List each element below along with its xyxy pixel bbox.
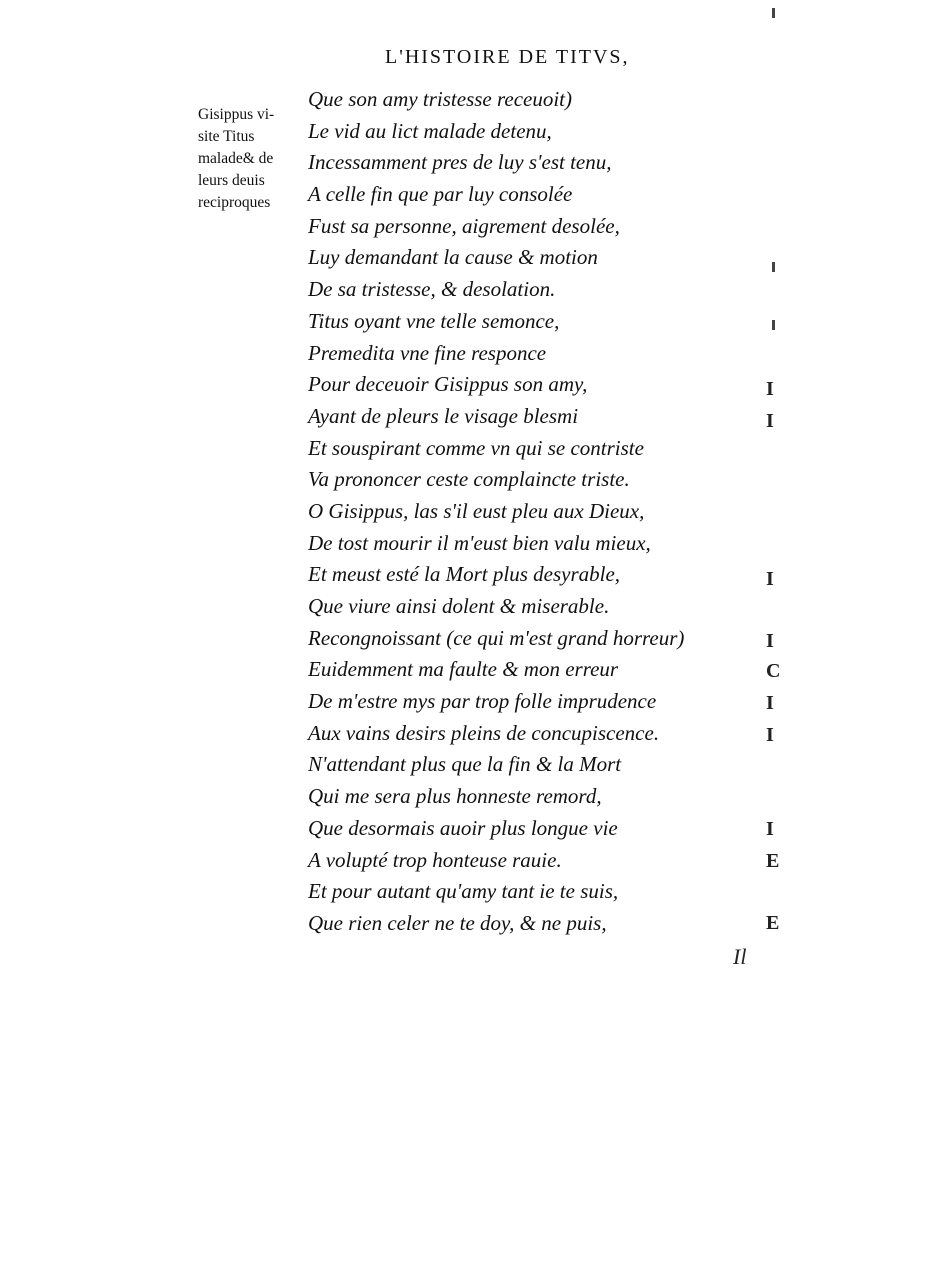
bleed-letter: I <box>766 818 774 840</box>
bleed-letter: I <box>766 724 774 746</box>
verse-line: Que son amy tristesse receuoit) <box>308 87 572 111</box>
bleed-letter: I <box>766 568 774 590</box>
verse-line: Premedita vne fine responce <box>308 340 547 365</box>
page-edge-mark <box>772 320 775 330</box>
verse-line: Et meust esté la Mort plus desyrable, <box>308 562 621 587</box>
verse-block <box>308 84 748 940</box>
verse-line: De sa tristesse, & desolation. <box>308 277 556 302</box>
verse-line: Euidemment ma faulte & mon erreur <box>308 657 619 682</box>
verse-line: De m'estre mys par trop folle imprudence <box>308 689 657 714</box>
verse-line: Pour deceuoir Gisippus son amy, <box>308 372 588 397</box>
catchword: Il <box>733 944 747 969</box>
verse-line: A volupté trop honteuse rauie. <box>308 847 562 872</box>
bleed-letter: C <box>766 660 781 682</box>
bleed-letter: E <box>766 912 780 934</box>
margin-note <box>198 104 302 214</box>
margin-note-line: site Titus <box>198 128 255 145</box>
verse-line: Que viure ainsi dolent & miserable. <box>308 594 610 618</box>
running-header: L'HISTOIRE DE TITVS, <box>385 46 630 68</box>
verse-line: Titus oyant vne telle semonce, <box>308 308 560 333</box>
verse-line: Qui me sera plus honneste remord, <box>308 784 602 809</box>
page-edge-mark <box>772 262 775 272</box>
verse-line: A celle fin que par luy consolée <box>308 182 573 207</box>
verse-line: Luy demandant la cause & motion <box>308 245 598 270</box>
margin-note-line: reciproques <box>198 194 271 211</box>
verse-line: O Gisippus, las s'il eust pleu aux Dieux, <box>308 498 645 523</box>
verse-line: N'attendant plus que la fin & la Mort <box>308 752 622 777</box>
bleed-letter: I <box>766 410 774 432</box>
bleed-letter: E <box>766 850 780 872</box>
verse-line: Recongnoissant (ce qui m'est grand horreur) <box>308 625 685 650</box>
verse-line: De tost mourir il m'eust bien valu mieux, <box>308 530 651 555</box>
verse-line: Va prononcer ceste complaincte triste. <box>308 467 630 492</box>
margin-note-line: leurs deuis <box>198 172 265 189</box>
verse-line: Que desormais auoir plus longue vie <box>308 815 618 840</box>
verse-line: Que rien celer ne te doy, & ne puis, <box>308 910 607 935</box>
facing-page-bleed-through <box>760 0 780 980</box>
margin-note-line: malade& de <box>198 150 274 167</box>
verse-line: Et souspirant comme vn qui se contriste <box>308 435 644 460</box>
margin-note-line: Gisippus vi- <box>198 106 275 123</box>
verse-line: Et pour autant qu'amy tant ie te suis, <box>308 879 619 904</box>
verse-line: Le vid au lict malade detenu, <box>308 118 552 143</box>
verse-line: Incessamment pres de luy s'est tenu, <box>308 150 612 175</box>
verse-line: Aux vains desirs pleins de concupiscence. <box>308 720 660 745</box>
verse-line: Ayant de pleurs le visage blesmi <box>308 403 579 428</box>
bleed-letter: I <box>766 630 774 652</box>
bleed-letter: I <box>766 378 774 400</box>
bleed-letter: I <box>766 692 774 714</box>
page-edge-mark <box>772 8 775 18</box>
verse-line: Fust sa personne, aigrement desolée, <box>308 213 620 238</box>
